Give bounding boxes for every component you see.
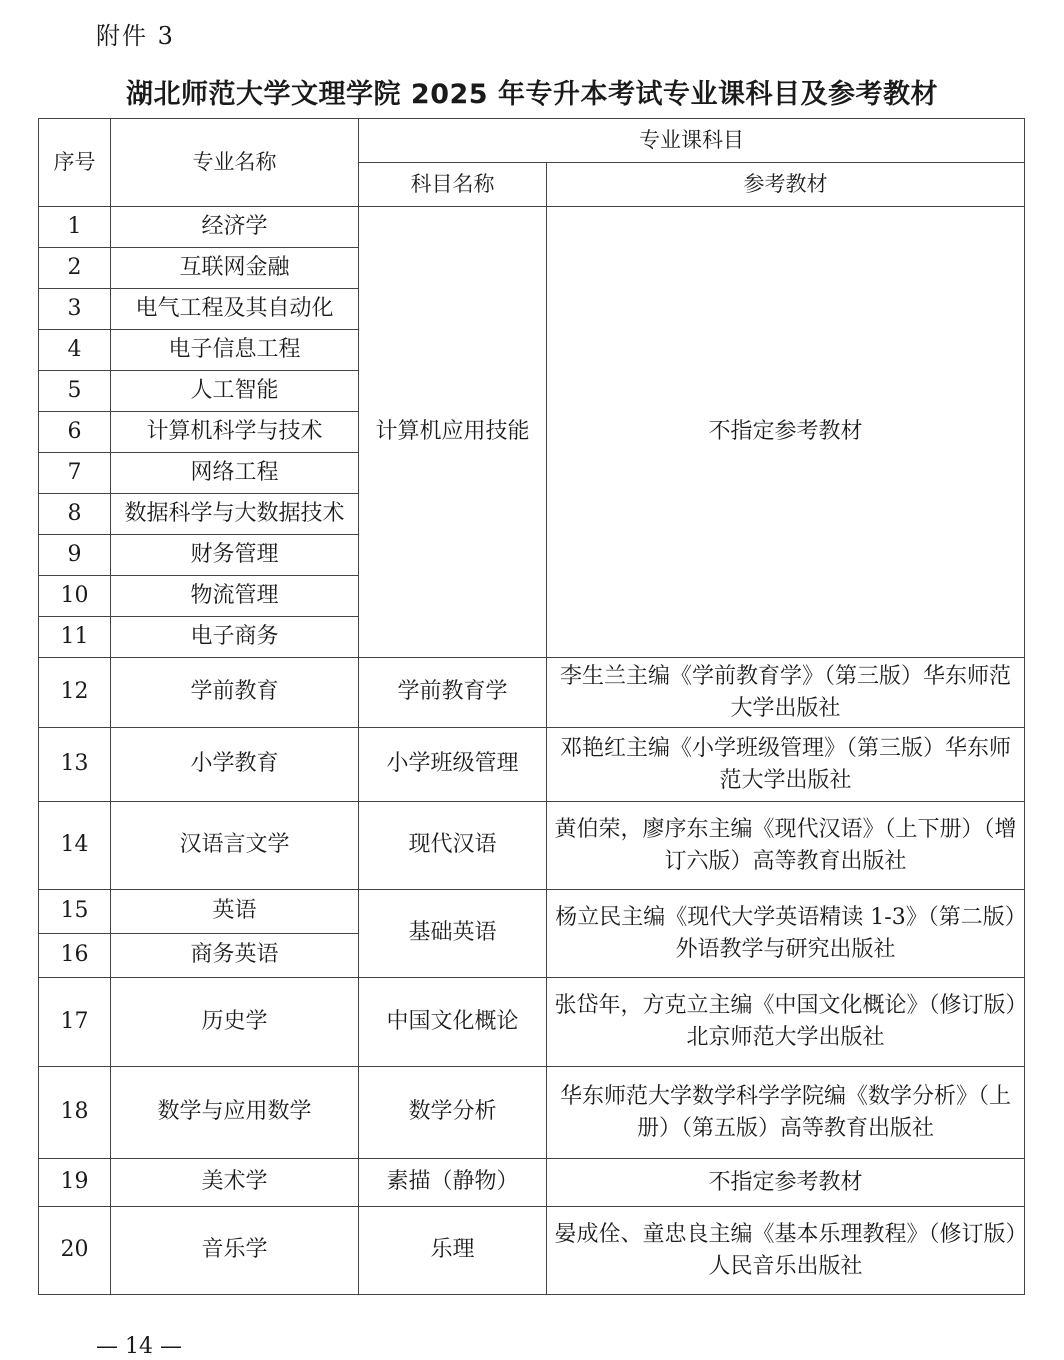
table-row: [39, 207, 1025, 248]
reference-cell: 不指定参考教材: [547, 1159, 1025, 1207]
seq-cell: 6: [39, 412, 111, 453]
major-cell: 历史学: [111, 978, 359, 1067]
subject-cell: 基础英语: [359, 890, 547, 978]
table-row: [39, 728, 1025, 802]
attachment-label: 附件 3: [96, 22, 175, 50]
subject-cell: 数学分析: [359, 1067, 547, 1159]
reference-cell: 杨立民主编《现代大学英语精读 1-3》（第二版）外语教学与研究出版社: [547, 890, 1025, 978]
major-cell: 音乐学: [111, 1207, 359, 1295]
seq-cell: 1: [39, 207, 111, 248]
header-subjects-group: 专业课科目: [359, 119, 1025, 163]
seq-cell: 16: [39, 934, 111, 978]
page-number: — 14 —: [96, 1334, 182, 1359]
subject-cell: 学前教育学: [359, 658, 547, 728]
table-row: [39, 1067, 1025, 1159]
reference-cell: 晏成佺、童忠良主编《基本乐理教程》（修订版）人民音乐出版社: [547, 1207, 1025, 1295]
header-subject-name: 科目名称: [359, 163, 547, 207]
table-row: [39, 890, 1025, 934]
major-cell: 汉语言文学: [111, 802, 359, 890]
subject-cell: 小学班级管理: [359, 728, 547, 802]
major-cell: 电子信息工程: [111, 330, 359, 371]
major-cell: 电气工程及其自动化: [111, 289, 359, 330]
major-cell: 数学与应用数学: [111, 1067, 359, 1159]
reference-cell: 邓艳红主编《小学班级管理》（第三版）华东师范大学出版社: [547, 728, 1025, 802]
major-cell: 人工智能: [111, 371, 359, 412]
major-cell: 经济学: [111, 207, 359, 248]
subjects-table: [38, 118, 1025, 1295]
reference-cell: 黄伯荣，廖序东主编《现代汉语》（上下册）（增订六版）高等教育出版社: [547, 802, 1025, 890]
major-cell: 小学教育: [111, 728, 359, 802]
seq-cell: 20: [39, 1207, 111, 1295]
seq-cell: 2: [39, 248, 111, 289]
major-cell: 计算机科学与技术: [111, 412, 359, 453]
subject-cell: 素描（静物）: [359, 1159, 547, 1207]
seq-cell: 19: [39, 1159, 111, 1207]
seq-cell: 3: [39, 289, 111, 330]
major-cell: 互联网金融: [111, 248, 359, 289]
table-row: [39, 802, 1025, 890]
seq-cell: 5: [39, 371, 111, 412]
major-cell: 财务管理: [111, 535, 359, 576]
subject-cell: 计算机应用技能: [359, 207, 547, 658]
seq-cell: 18: [39, 1067, 111, 1159]
seq-cell: 15: [39, 890, 111, 934]
subject-cell: 现代汉语: [359, 802, 547, 890]
table-row: [39, 1159, 1025, 1207]
subject-cell: 乐理: [359, 1207, 547, 1295]
reference-cell: 不指定参考教材: [547, 207, 1025, 658]
seq-cell: 17: [39, 978, 111, 1067]
major-cell: 物流管理: [111, 576, 359, 617]
seq-cell: 8: [39, 494, 111, 535]
seq-cell: 10: [39, 576, 111, 617]
seq-cell: 12: [39, 658, 111, 728]
reference-cell: 华东师范大学数学科学学院编《数学分析》（上册）（第五版）高等教育出版社: [547, 1067, 1025, 1159]
table-row: [39, 978, 1025, 1067]
seq-cell: 11: [39, 617, 111, 658]
major-cell: 数据科学与大数据技术: [111, 494, 359, 535]
reference-cell: 张岱年，方克立主编《中国文化概论》（修订版）北京师范大学出版社: [547, 978, 1025, 1067]
table-row: [39, 1207, 1025, 1295]
seq-cell: 7: [39, 453, 111, 494]
major-cell: 网络工程: [111, 453, 359, 494]
major-cell: 电子商务: [111, 617, 359, 658]
major-cell: 商务英语: [111, 934, 359, 978]
reference-cell: 李生兰主编《学前教育学》（第三版）华东师范大学出版社: [547, 658, 1025, 728]
seq-cell: 14: [39, 802, 111, 890]
header-reference: 参考教材: [547, 163, 1025, 207]
major-cell: 英语: [111, 890, 359, 934]
seq-cell: 13: [39, 728, 111, 802]
major-cell: 学前教育: [111, 658, 359, 728]
header-major: 专业名称: [111, 119, 359, 207]
document-title: 湖北师范大学文理学院 2025 年专升本考试专业课科目及参考教材: [126, 79, 938, 110]
seq-cell: 9: [39, 535, 111, 576]
table-row: [39, 658, 1025, 728]
seq-cell: 4: [39, 330, 111, 371]
header-seq: 序号: [39, 119, 111, 207]
major-cell: 美术学: [111, 1159, 359, 1207]
subject-cell: 中国文化概论: [359, 978, 547, 1067]
